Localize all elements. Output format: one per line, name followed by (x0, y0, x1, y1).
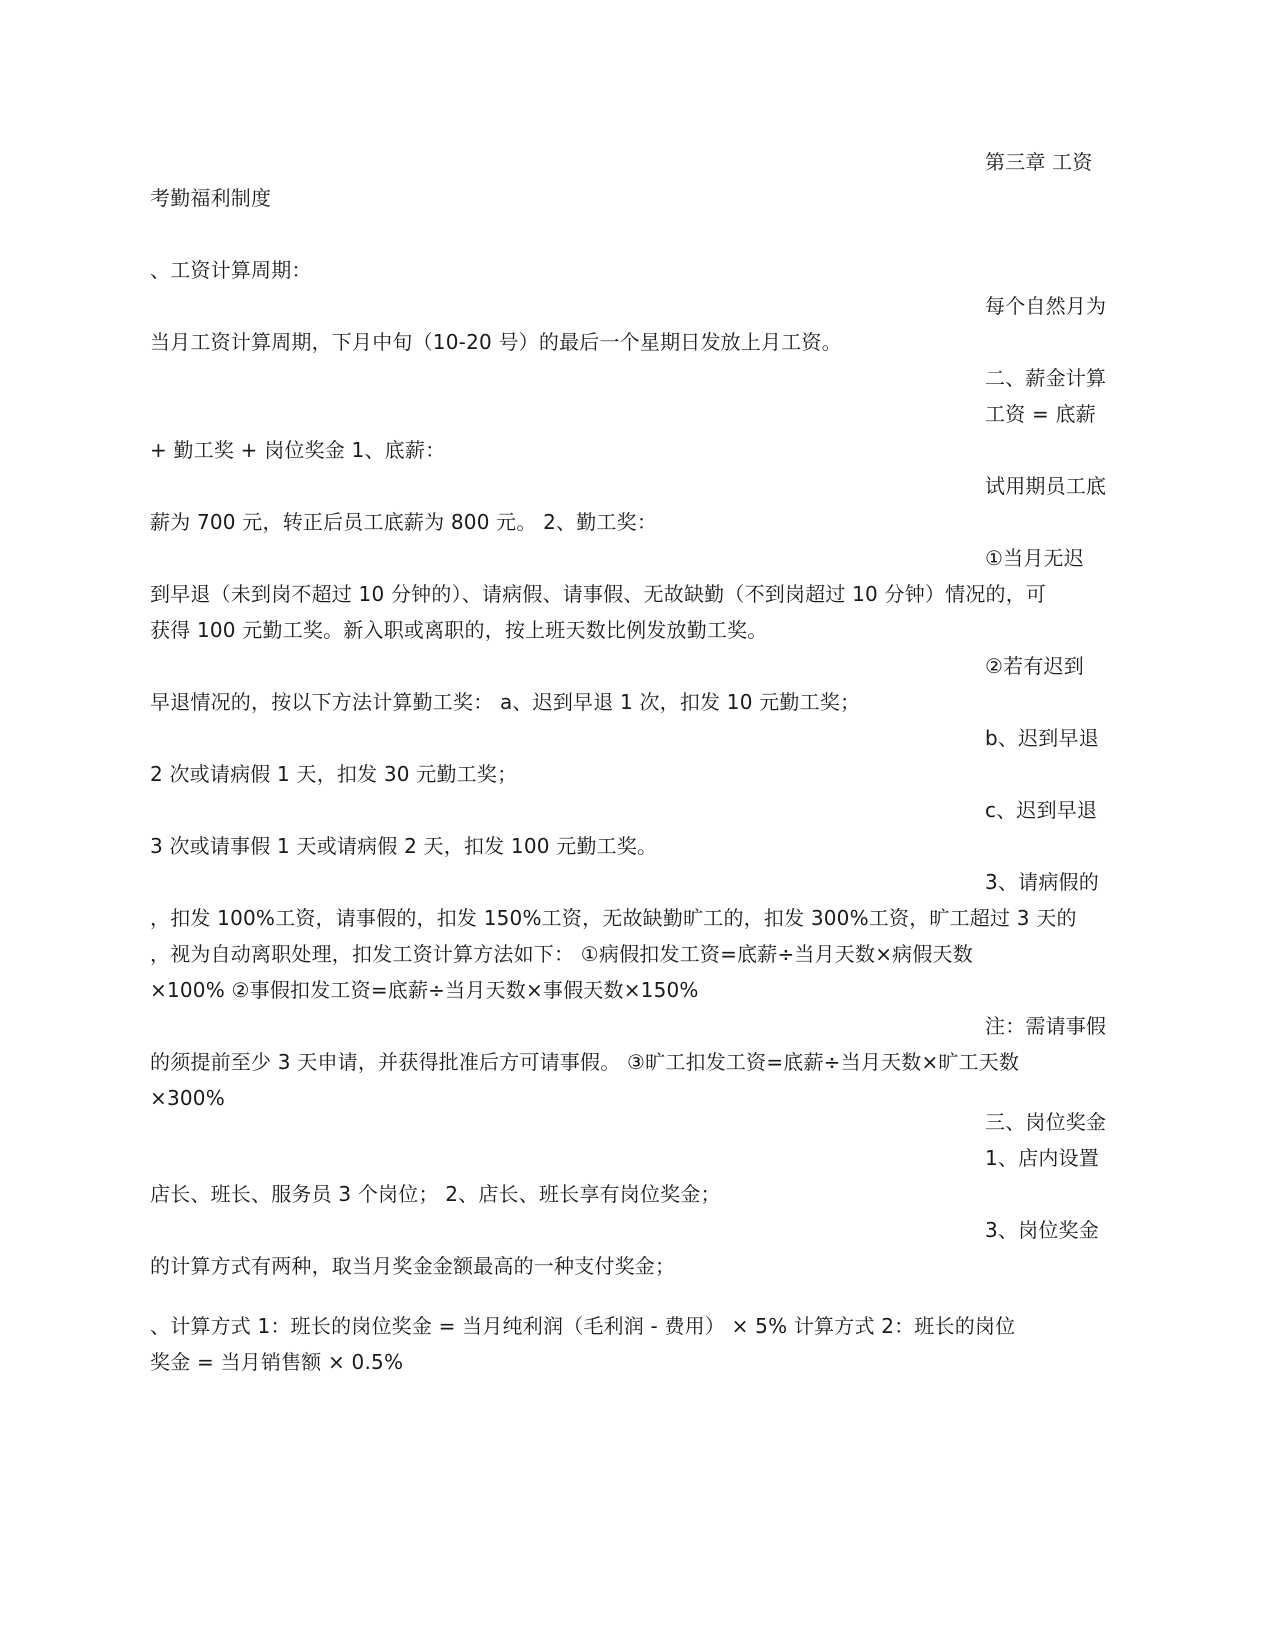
text-line: 早退情况的，按以下方法计算勤工奖： a、迟到早退 1 次，扣发 10 元勤工奖； (150, 690, 861, 714)
text-line: 3、岗位奖金 (985, 1218, 1099, 1242)
text-line: 1、店内设置 (985, 1146, 1099, 1170)
text-line: 的须提前至少 3 天申请，并获得批准后方可请事假。 ③旷工扣发工资=底薪÷当月天数×旷工天数 (150, 1050, 1020, 1074)
text-line: ，扣发 100%工资，请事假的，扣发 150%工资，无故缺勤旷工的，扣发 300%工资，旷工超过 3 天的 (150, 906, 1077, 930)
text-line: ②若有迟到 (985, 654, 1084, 678)
text-line: 每个自然月为 (985, 294, 1107, 318)
text-line: 2 次或请病假 1 天，扣发 30 元勤工奖； (150, 762, 518, 786)
text-line: 到早退（未到岗不超过 10 分钟的）、请病假、请事假、无故缺勤（不到岗超过 10 分钟）情况的，可 (150, 582, 1047, 606)
text-line: 的计算方式有两种，取当月奖金金额最高的一种支付奖金； (150, 1254, 676, 1278)
text-line: c、迟到早退 (985, 798, 1098, 822)
section-salary-heading: 二、薪金计算 (985, 366, 1107, 390)
text-line: 、计算方式 1：班长的岗位奖金 = 当月纯利润（毛利润 - 费用） × 5% 计算方式 2：班长的岗位 (150, 1314, 1016, 1338)
text-line: 薪为 700 元，转正后员工底薪为 800 元。 2、勤工奖： (150, 510, 658, 534)
text-line: ×100% ②事假扣发工资=底薪÷当月天数×事假天数×150% (150, 978, 699, 1002)
text-line: 3、请病假的 (985, 870, 1099, 894)
text-line: 注：需请事假 (985, 1014, 1107, 1038)
text-line: ×300% (150, 1086, 225, 1110)
section-position-bonus-heading: 三、岗位奖金 (985, 1110, 1107, 1134)
text-line: 奖金 = 当月销售额 × 0.5% (150, 1350, 404, 1374)
text-line: ①当月无迟 (985, 546, 1084, 570)
text-line: 当月工资计算周期，下月中旬（10-20 号）的最后一个星期日发放上月工资。 (150, 330, 842, 354)
text-line: 3 次或请事假 1 天或请病假 2 天，扣发 100 元勤工奖。 (150, 834, 658, 858)
text-line: 获得 100 元勤工奖。新入职或离职的，按上班天数比例发放勤工奖。 (150, 618, 768, 642)
text-line: b、迟到早退 (985, 726, 1099, 750)
text-line: 店长、班长、服务员 3 个岗位； 2、店长、班长享有岗位奖金； (150, 1182, 721, 1206)
text-line: ，视为自动离职处理，扣发工资计算方法如下： ①病假扣发工资=底薪÷当月天数×病假天数 (150, 942, 973, 966)
chapter-title-part2: 考勤福利制度 (150, 186, 272, 210)
text-line: 工资 = 底薪 (985, 402, 1096, 426)
text-line: 试用期员工底 (985, 474, 1107, 498)
section-pay-period-heading: 、工资计算周期： (150, 258, 312, 282)
text-line: + 勤工奖 + 岗位奖金 1、底薪： (150, 438, 446, 462)
chapter-title-part1: 第三章 工资 (985, 150, 1093, 174)
